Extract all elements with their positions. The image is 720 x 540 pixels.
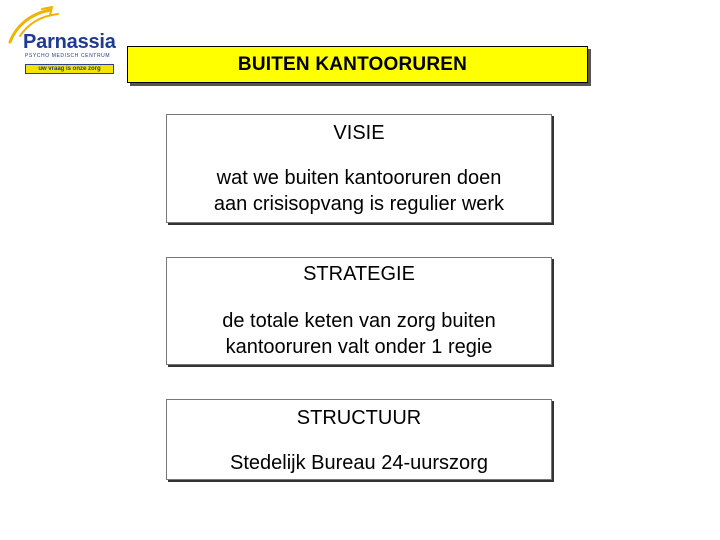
page-title: BUITEN KANTOORUREN [237, 53, 468, 75]
logo-subtitle: PSYCHO MEDISCH CENTRUM [25, 53, 111, 59]
structuur-heading: STRUCTUUR [296, 407, 422, 429]
visie-heading: VISIE [333, 122, 385, 144]
structuur-text [167, 450, 551, 476]
visie-text [167, 165, 551, 217]
strategie-line-1: de totale keten van zorg buiten [222, 310, 496, 332]
strategie-line-2: kantooruren valt onder 1 regie [225, 336, 493, 358]
strategie-text [167, 308, 551, 360]
parnassia-logo [6, 6, 120, 78]
structuur-box [166, 399, 552, 480]
visie-box [166, 114, 552, 223]
visie-line-1: wat we buiten kantooruren doen [216, 167, 502, 189]
visie-line-2: aan crisisopvang is regulier werk [213, 193, 505, 215]
title-banner [127, 46, 588, 83]
logo-tagline: uw vraag is onze zorg [25, 64, 114, 74]
logo-name: Parnassia [23, 31, 116, 53]
strategie-box [166, 257, 552, 365]
structuur-line-1: Stedelijk Bureau 24-uurszorg [230, 452, 488, 474]
strategie-heading: STRATEGIE [303, 263, 415, 285]
